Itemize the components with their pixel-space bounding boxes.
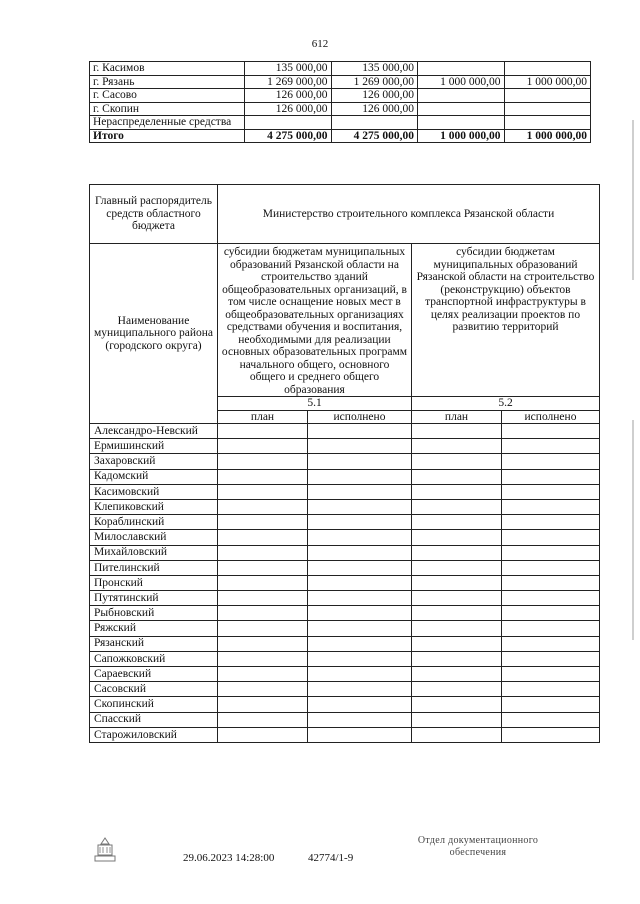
empty-value-cell <box>308 499 412 514</box>
empty-value-cell <box>502 545 600 560</box>
district-row <box>90 439 600 454</box>
empty-value-cell <box>218 651 308 666</box>
empty-value-cell <box>218 515 308 530</box>
amount-cell: 126 000,00 <box>331 89 418 103</box>
district-name: Рыбновский <box>90 606 218 621</box>
amount-cell <box>418 102 505 116</box>
amount-cell: 1 000 000,00 <box>418 129 505 143</box>
empty-value-cell <box>218 484 308 499</box>
empty-value-cell <box>308 697 412 712</box>
subsidy-5-2-description: субсидии бюджетам муниципальных образований Рязанской области на строительство (реконструкцию) объектов транспортной инфраструктуры в целях реализации проектов по развитию территорий <box>412 244 600 397</box>
district-row <box>90 545 600 560</box>
empty-value-cell <box>502 484 600 499</box>
empty-value-cell <box>502 575 600 590</box>
empty-value-cell <box>218 697 308 712</box>
empty-value-cell <box>308 636 412 651</box>
empty-value-cell <box>218 606 308 621</box>
district-name: Ермишинский <box>90 439 218 454</box>
empty-value-cell <box>308 545 412 560</box>
empty-value-cell <box>218 424 308 439</box>
district-name: Старожиловский <box>90 727 218 742</box>
amount-cell: 1 000 000,00 <box>418 75 505 89</box>
district-row <box>90 469 600 484</box>
district-name: Пителинский <box>90 560 218 575</box>
empty-value-cell <box>218 636 308 651</box>
empty-value-cell <box>218 454 308 469</box>
district-subsidy-table <box>89 184 600 743</box>
empty-value-cell <box>502 439 600 454</box>
district-row <box>90 499 600 514</box>
empty-value-cell <box>412 454 502 469</box>
document-number: 42774/1-9 <box>308 852 354 864</box>
empty-value-cell <box>218 621 308 636</box>
empty-value-cell <box>308 469 412 484</box>
chief-administrator-value: Министерство строительного комплекса Рязанской области <box>218 185 600 244</box>
empty-value-cell <box>218 545 308 560</box>
empty-value-cell <box>308 439 412 454</box>
district-name: Клепиковский <box>90 499 218 514</box>
amount-cell <box>418 62 505 76</box>
plan-header: план <box>218 410 308 424</box>
empty-value-cell <box>308 727 412 742</box>
page-number: 612 <box>311 38 329 50</box>
amount-cell: 4 275 000,00 <box>331 129 418 143</box>
empty-value-cell <box>308 682 412 697</box>
empty-value-cell <box>218 499 308 514</box>
empty-value-cell <box>412 697 502 712</box>
district-row <box>90 515 600 530</box>
district-name: Касимовский <box>90 484 218 499</box>
empty-value-cell <box>502 727 600 742</box>
empty-value-cell <box>308 560 412 575</box>
district-row <box>90 530 600 545</box>
empty-value-cell <box>502 530 600 545</box>
empty-value-cell <box>412 621 502 636</box>
empty-value-cell <box>502 667 600 682</box>
empty-value-cell <box>412 606 502 621</box>
empty-value-cell <box>412 515 502 530</box>
row-label: г. Сасово <box>90 89 245 103</box>
district-column-header: Наименование муниципального района (городского округа) <box>90 244 218 424</box>
amount-cell: 126 000,00 <box>331 102 418 116</box>
amount-cell <box>504 89 591 103</box>
empty-value-cell <box>412 424 502 439</box>
district-row <box>90 606 600 621</box>
district-row <box>90 575 600 590</box>
empty-value-cell <box>308 651 412 666</box>
city-row <box>90 75 591 89</box>
city-row <box>90 62 591 76</box>
department-stamp: Отдел документационного обеспечения <box>417 835 539 858</box>
empty-value-cell <box>218 575 308 590</box>
column-number-5-1: 5.1 <box>218 397 412 411</box>
district-name: Скопинский <box>90 697 218 712</box>
empty-value-cell <box>308 515 412 530</box>
empty-value-cell <box>412 575 502 590</box>
amount-cell: 135 000,00 <box>331 62 418 76</box>
row-label: г. Скопин <box>90 102 245 116</box>
empty-value-cell <box>308 530 412 545</box>
district-name: Путятинский <box>90 591 218 606</box>
district-row <box>90 682 600 697</box>
amount-cell: 126 000,00 <box>245 89 332 103</box>
empty-value-cell <box>308 484 412 499</box>
empty-value-cell <box>412 667 502 682</box>
empty-value-cell <box>412 682 502 697</box>
empty-value-cell <box>412 530 502 545</box>
empty-value-cell <box>308 621 412 636</box>
amount-cell <box>504 116 591 130</box>
district-row <box>90 697 600 712</box>
empty-value-cell <box>412 712 502 727</box>
district-row <box>90 424 600 439</box>
plan-header: план <box>412 410 502 424</box>
empty-value-cell <box>218 560 308 575</box>
empty-value-cell <box>502 697 600 712</box>
empty-value-cell <box>412 499 502 514</box>
district-name: Спасский <box>90 712 218 727</box>
district-row <box>90 454 600 469</box>
empty-value-cell <box>218 591 308 606</box>
empty-value-cell <box>308 667 412 682</box>
empty-value-cell <box>308 575 412 590</box>
district-row <box>90 621 600 636</box>
empty-value-cell <box>502 560 600 575</box>
district-row <box>90 667 600 682</box>
document-system-logo-icon <box>92 836 118 864</box>
district-name: Сасовский <box>90 682 218 697</box>
district-name: Пронский <box>90 575 218 590</box>
empty-value-cell <box>502 606 600 621</box>
city-row <box>90 102 591 116</box>
empty-value-cell <box>308 454 412 469</box>
empty-value-cell <box>308 606 412 621</box>
empty-value-cell <box>308 424 412 439</box>
amount-cell <box>504 102 591 116</box>
city-row <box>90 89 591 103</box>
row-label: Нераспределенные средства <box>90 116 245 130</box>
empty-value-cell <box>218 712 308 727</box>
amount-cell: 1 000 000,00 <box>504 75 591 89</box>
empty-value-cell <box>412 469 502 484</box>
empty-value-cell <box>502 469 600 484</box>
empty-value-cell <box>218 469 308 484</box>
empty-value-cell <box>218 727 308 742</box>
empty-value-cell <box>308 712 412 727</box>
empty-value-cell <box>218 682 308 697</box>
empty-value-cell <box>412 484 502 499</box>
amount-cell: 4 275 000,00 <box>245 129 332 143</box>
chief-administrator-label: Главный распорядитель средств областного бюджета <box>90 185 218 244</box>
district-row <box>90 560 600 575</box>
total-row <box>90 129 591 143</box>
amount-cell: 1 269 000,00 <box>331 75 418 89</box>
district-name: Рязанский <box>90 636 218 651</box>
district-row <box>90 591 600 606</box>
empty-value-cell <box>502 591 600 606</box>
done-header: исполнено <box>308 410 412 424</box>
empty-value-cell <box>502 636 600 651</box>
empty-value-cell <box>502 499 600 514</box>
amount-cell <box>418 89 505 103</box>
empty-value-cell <box>502 712 600 727</box>
district-row <box>90 651 600 666</box>
registration-timestamp: 29.06.2023 14:28:00 <box>183 852 275 864</box>
district-row <box>90 636 600 651</box>
empty-value-cell <box>502 515 600 530</box>
empty-value-cell <box>218 530 308 545</box>
subsidy-5-1-description: субсидии бюджетам муниципальных образований Рязанской области на строительство зданий общеобразовательных организаций, в том числе оснащение новых мест в общеобразовательных организациях средствами обучения и воспитания, необходимыми для реализации основных образовательных программ начального общего, основного общего и среднего общего образования <box>218 244 412 397</box>
district-name: Захаровский <box>90 454 218 469</box>
empty-value-cell <box>308 591 412 606</box>
amount-cell: 135 000,00 <box>245 62 332 76</box>
empty-value-cell <box>412 651 502 666</box>
amount-cell: 1 269 000,00 <box>245 75 332 89</box>
district-name: Ряжский <box>90 621 218 636</box>
district-name: Александро-Невский <box>90 424 218 439</box>
amount-cell <box>418 116 505 130</box>
scan-edge-mark <box>632 120 634 280</box>
scan-edge-mark <box>632 420 634 640</box>
district-row <box>90 484 600 499</box>
empty-value-cell <box>412 545 502 560</box>
amount-cell: 1 000 000,00 <box>504 129 591 143</box>
district-name: Кадомский <box>90 469 218 484</box>
done-header: исполнено <box>502 410 600 424</box>
district-name: Кораблинский <box>90 515 218 530</box>
empty-value-cell <box>502 682 600 697</box>
amount-cell <box>331 116 418 130</box>
district-name: Михайловский <box>90 545 218 560</box>
amount-cell: 126 000,00 <box>245 102 332 116</box>
empty-value-cell <box>502 454 600 469</box>
district-row <box>90 712 600 727</box>
empty-value-cell <box>218 439 308 454</box>
amount-cell <box>504 62 591 76</box>
empty-value-cell <box>502 424 600 439</box>
district-row <box>90 727 600 742</box>
empty-value-cell <box>412 439 502 454</box>
district-name: Сараевский <box>90 667 218 682</box>
empty-value-cell <box>412 727 502 742</box>
district-name: Сапожковский <box>90 651 218 666</box>
city-row <box>90 116 591 130</box>
empty-value-cell <box>502 621 600 636</box>
column-number-5-2: 5.2 <box>412 397 600 411</box>
empty-value-cell <box>502 651 600 666</box>
empty-value-cell <box>412 636 502 651</box>
row-label: г. Касимов <box>90 62 245 76</box>
empty-value-cell <box>218 667 308 682</box>
allocation-summary-table <box>89 61 591 143</box>
empty-value-cell <box>412 560 502 575</box>
row-label: г. Рязань <box>90 75 245 89</box>
district-name: Милославский <box>90 530 218 545</box>
row-label: Итого <box>90 129 245 143</box>
empty-value-cell <box>412 591 502 606</box>
amount-cell <box>245 116 332 130</box>
